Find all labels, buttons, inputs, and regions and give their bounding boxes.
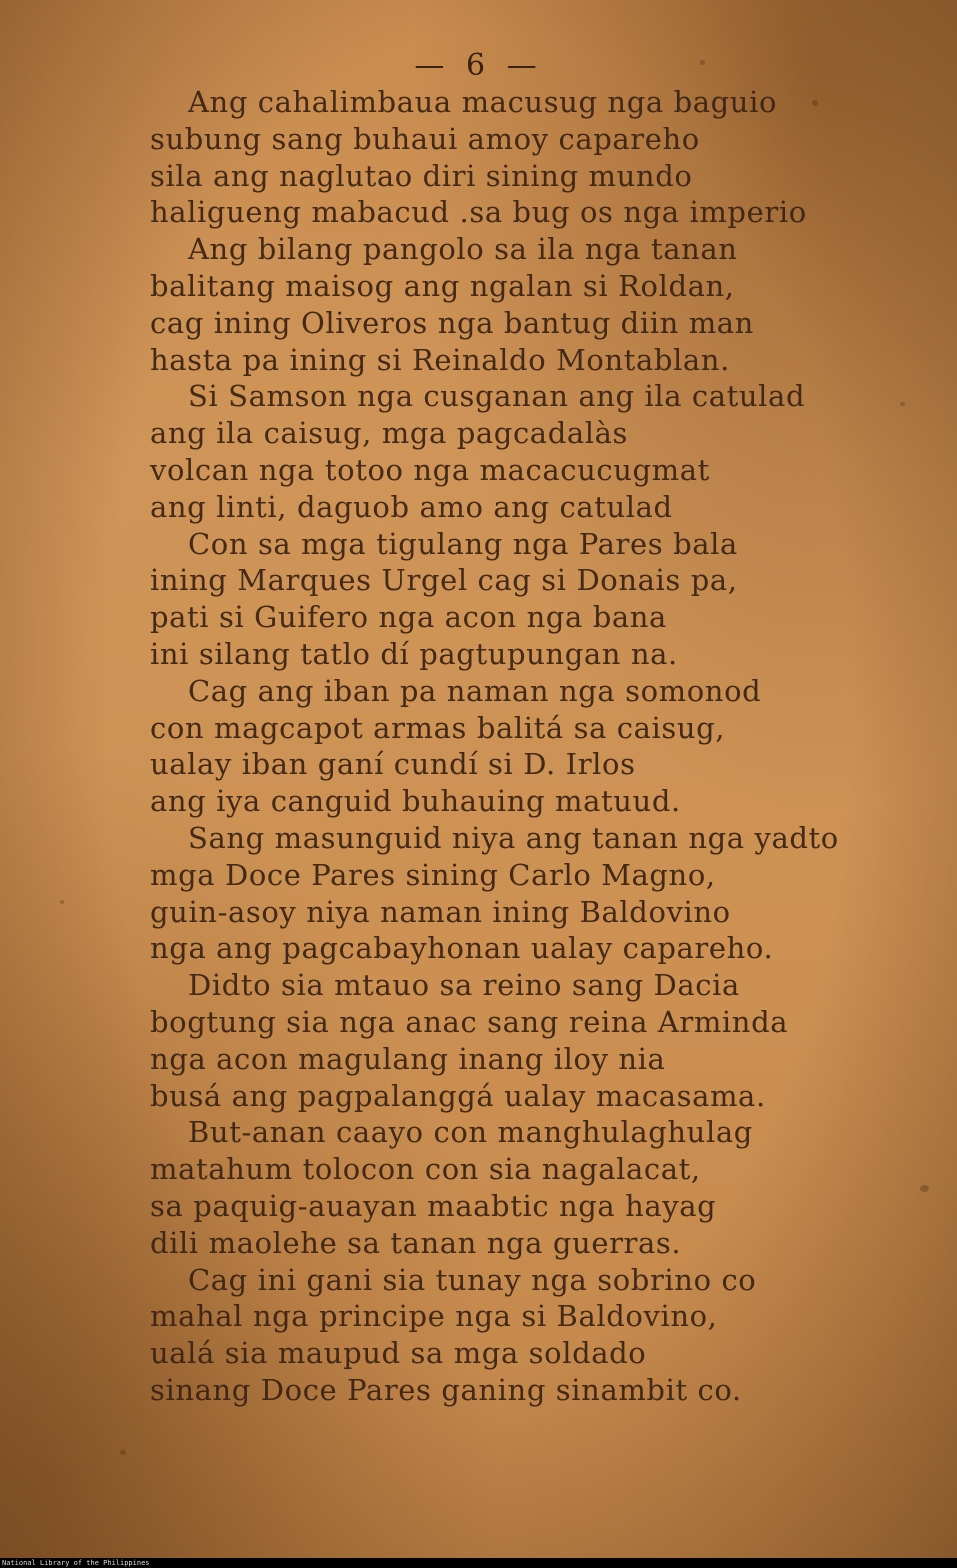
verse-line: ualá sia maupud sa mga soldado [150,1336,647,1371]
verse-line: mga Doce Pares sining Carlo Magno, [150,857,716,892]
verse-line: volcan nga totoo nga macacucugmat [150,452,710,487]
stanza [150,378,910,525]
verse-line: balitang maisog ang ngalan si Roldan, [150,268,735,303]
stanza [150,1114,910,1261]
verse-line: But-anan caayo con manghulaghulag [188,1115,753,1150]
verse-line: hasta pa ining si Reinaldo Montablan. [150,342,730,377]
verse-line: Didto sia mtauo sa reino sang Dacia [188,968,740,1003]
poem-text [150,84,910,1409]
verse-line: sa paquig-auayan maabtic nga hayag [150,1188,717,1223]
verse-line: mahal nga principe nga si Baldovino, [150,1299,718,1334]
verse-line: ang ila caisug, mga pagcadalàs [150,416,628,451]
verse-line: Ang cahalimbaua macusug nga baguio [188,85,778,119]
verse-line: matahum tolocon con sia nagalacat, [150,1152,701,1187]
verse-line: ining Marques Urgel cag si Donais pa, [150,563,738,598]
paper-speck [120,1450,126,1455]
verse-line: Cag ang iban pa naman nga somonod [188,673,762,708]
verse-line: subung sang buhaui amoy capareho [150,121,700,156]
stanza [150,1262,910,1409]
verse-line: Si Samson nga cusganan ang ila catulad [188,379,806,414]
verse-line: ang iya canguid buhauing matuud. [150,784,681,819]
verse-line: sinang Doce Pares ganing sinambit co. [150,1372,742,1407]
verse-line: Con sa mga tigulang nga Pares bala [188,526,738,561]
verse-line: Ang bilang pangolo sa ila nga tanan [188,232,738,267]
verse-line: bogtung sia nga anac sang reina Arminda [150,1004,789,1039]
verse-line: con magcapot armas balitá sa caisug, [150,710,726,745]
stanza [150,673,910,820]
verse-line: nga acon magulang inang iloy nia [150,1041,666,1076]
library-credit: National Library of the Philippines [2,1559,150,1567]
verse-line: haligueng mabacud .sa bug os nga imperio [150,195,807,230]
stanza [150,967,910,1114]
paper-speck [60,900,64,904]
stanza [150,820,910,967]
verse-line: nga ang pagcabayhonan ualay capareho. [150,931,774,966]
verse-line: ang linti, daguob amo ang catulad [150,489,673,524]
page-number: — 6 — [414,48,543,83]
verse-line: sila ang naglutao diri sining mundo [150,158,693,193]
verse-line: ualay iban ganí cundí si D. Irlos [150,747,636,782]
verse-line: dili maolehe sa tanan nga guerras. [150,1225,682,1260]
verse-line: pati si Guifero nga acon nga bana [150,600,667,635]
verse-line: Sang masunguid niya ang tanan nga yadto [188,820,839,855]
stanza [150,231,910,378]
verse-line: busá ang pagpalanggá ualay macasama. [150,1078,766,1113]
stanza [150,526,910,673]
paper-speck [920,1185,929,1192]
verse-line: cag ining Oliveros nga bantug diin man [150,305,754,340]
verse-line: ini silang tatlo dí pagtupungan na. [150,636,678,671]
stanza [150,84,910,231]
verse-line: guin-asoy niya naman ining Baldovino [150,894,731,929]
verse-line: Cag ini gani sia tunay nga sobrino co [188,1262,757,1297]
